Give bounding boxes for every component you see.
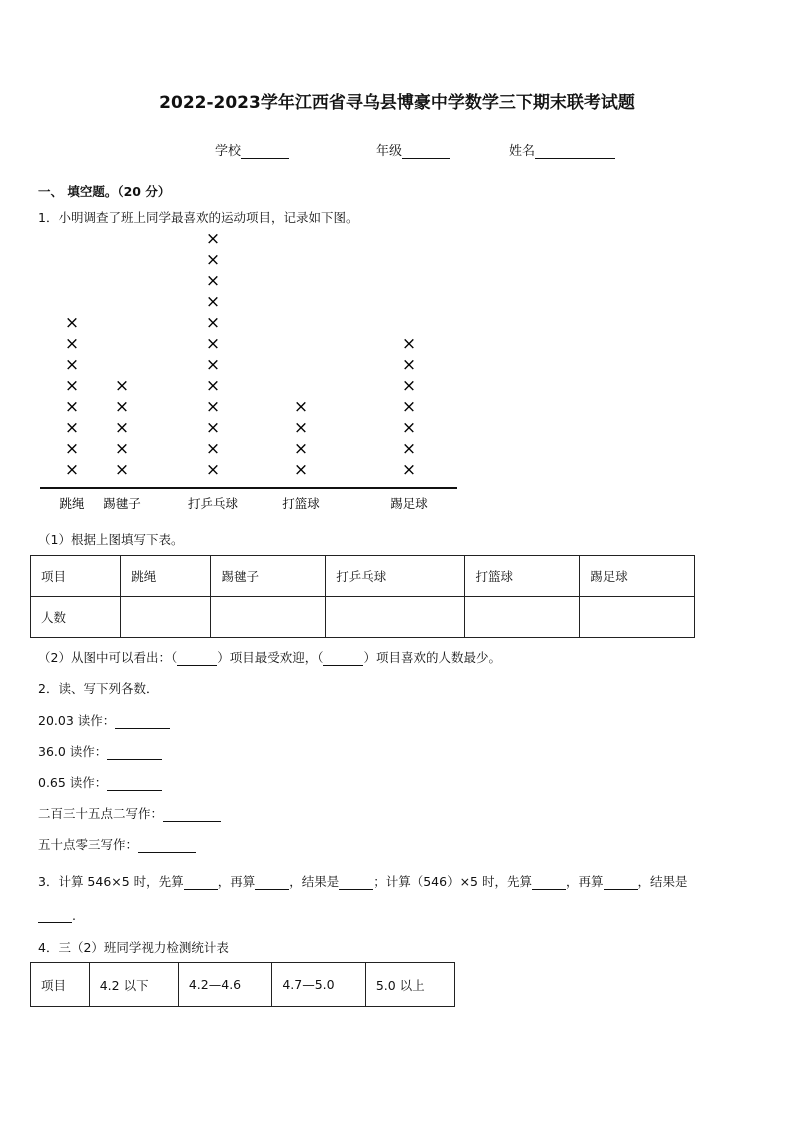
pictograph-mark: × (293, 397, 309, 417)
answer-blank[interactable] (323, 653, 363, 666)
answer-blank[interactable] (177, 653, 217, 666)
question-3-continued (38, 908, 76, 923)
pictograph-mark: × (64, 397, 80, 417)
part2-text-a: （2）从图中可以看出：（ (38, 650, 178, 665)
answer-blank[interactable] (163, 807, 221, 822)
category-label: 打乒乓球 (187, 496, 239, 511)
table-header-cell: 项目 (31, 963, 90, 1007)
question-3 (38, 872, 688, 890)
pictograph-mark: × (205, 460, 221, 480)
question-1-part-2 (38, 648, 501, 666)
name-field[interactable] (509, 140, 615, 159)
pictograph-mark: × (205, 313, 221, 333)
q2-item-text: 20.03 读作： (38, 713, 116, 728)
pictograph-mark: × (205, 292, 221, 312)
pictograph-mark: × (114, 418, 130, 438)
q2-item (38, 773, 162, 791)
pictograph-mark: × (401, 334, 417, 354)
pictograph-mark: × (205, 397, 221, 417)
table-header-cell: 打乒乓球 (326, 556, 465, 597)
q3-text: ，再算 (217, 874, 256, 889)
question-2: 2．读、写下列各数． (38, 681, 159, 696)
pictograph-mark: × (401, 460, 417, 480)
table-header-cell: 5.0 以上 (365, 963, 454, 1007)
q2-item-text: 二百三十五点二写作： (38, 806, 164, 821)
answer-blank[interactable] (604, 875, 638, 890)
category-label: 踢毽子 (103, 496, 141, 511)
table-row-label: 人数 (31, 597, 121, 638)
school-field[interactable] (215, 140, 289, 159)
pictograph-mark: × (205, 334, 221, 354)
pictograph-mark: × (64, 418, 80, 438)
pictograph-mark: × (401, 397, 417, 417)
pictograph-mark: × (114, 376, 130, 396)
pictograph-mark: × (64, 334, 80, 354)
grade-label: 年级 (376, 144, 403, 159)
table-header-cell: 项目 (31, 556, 121, 597)
answer-blank[interactable] (138, 838, 196, 853)
answer-cell[interactable] (211, 597, 326, 638)
category-label: 打篮球 (282, 496, 320, 511)
table-row (31, 597, 695, 638)
q3-text: ；计算（546）×5 时，先算 (373, 874, 532, 889)
pictograph-mark: × (293, 418, 309, 438)
answer-cell[interactable] (121, 597, 211, 638)
pictograph-mark: × (293, 460, 309, 480)
question-1: 1．小明调查了班上同学最喜欢的运动项目，记录如下图。 (38, 210, 359, 225)
q1-answer-table (30, 555, 695, 638)
section-heading: 一、 填空题。（20 分） (38, 184, 171, 199)
pictograph-mark: × (401, 355, 417, 375)
pictograph-mark: × (401, 418, 417, 438)
q2-item-text: 五十点零三写作： (38, 837, 139, 852)
q2-item (38, 742, 162, 760)
pictograph-mark: × (114, 439, 130, 459)
pictograph-mark: × (64, 460, 80, 480)
table-header-row (31, 556, 695, 597)
pictograph-mark: × (114, 460, 130, 480)
answer-blank[interactable] (184, 875, 218, 890)
pictograph-mark: × (64, 313, 80, 333)
category-label: 踢足球 (390, 496, 428, 511)
q2-item (38, 711, 170, 729)
answer-cell[interactable] (326, 597, 465, 638)
answer-cell[interactable] (580, 597, 695, 638)
pictograph-mark: × (401, 439, 417, 459)
q3-text: ，结果是 (637, 874, 688, 889)
pictograph-mark: × (114, 397, 130, 417)
answer-blank[interactable] (339, 875, 373, 890)
pictograph-mark: × (205, 418, 221, 438)
q2-item (38, 835, 196, 853)
pictograph-mark: × (64, 355, 80, 375)
table-header-cell: 4.2—4.6 (178, 963, 271, 1007)
table-header-cell: 打篮球 (465, 556, 580, 597)
question-4: 4．三（2）班同学视力检测统计表 (38, 940, 229, 955)
answer-blank[interactable] (107, 776, 162, 791)
table-header-cell: 踢足球 (580, 556, 695, 597)
q2-item-text: 36.0 读作： (38, 744, 108, 759)
grade-field[interactable] (376, 140, 450, 159)
school-label: 学校 (215, 144, 242, 159)
pictograph-mark: × (401, 376, 417, 396)
q4-table (30, 962, 455, 1007)
pictograph-mark: × (293, 439, 309, 459)
table-header-cell: 踢毽子 (211, 556, 326, 597)
pictograph-mark: × (64, 439, 80, 459)
table-header-row (31, 963, 455, 1007)
table-header-cell: 4.7—5.0 (272, 963, 365, 1007)
pictograph-mark: × (205, 271, 221, 291)
q3-text: 3．计算 546×5 时，先算 (38, 874, 184, 889)
part2-text-c: ）项目喜欢的人数最少。 (363, 650, 501, 665)
q2-item-text: 0.65 读作： (38, 775, 108, 790)
q3-text: ，再算 (565, 874, 604, 889)
answer-blank[interactable] (532, 875, 566, 890)
table-header-cell: 跳绳 (121, 556, 211, 597)
pictograph-mark: × (205, 230, 221, 249)
q3-text: ，结果是 (289, 874, 340, 889)
name-label: 姓名 (509, 144, 536, 159)
question-1-part-1: （1）根据上图填写下表。 (38, 532, 184, 547)
pictograph-mark: × (205, 250, 221, 270)
pictograph-mark: × (64, 376, 80, 396)
answer-blank[interactable] (38, 908, 72, 923)
q2-item (38, 804, 221, 822)
answer-blank[interactable] (255, 875, 289, 890)
answer-cell[interactable] (465, 597, 580, 638)
answer-blank[interactable] (107, 745, 162, 760)
pictograph-mark: × (205, 439, 221, 459)
name-blank[interactable] (535, 144, 615, 159)
category-label: 跳绳 (59, 496, 85, 511)
q3-text: . (72, 908, 76, 923)
answer-blank[interactable] (115, 714, 170, 729)
school-blank[interactable] (241, 144, 289, 159)
pictograph-mark: × (205, 376, 221, 396)
pictograph-mark: × (205, 355, 221, 375)
grade-blank[interactable] (402, 144, 450, 159)
part2-text-b: ）项目最受欢迎，（ (217, 650, 324, 665)
table-header-cell: 4.2 以下 (89, 963, 178, 1007)
pictograph-chart (35, 230, 475, 520)
page-title: 2022-2023学年江西省寻乌县博豪中学数学三下期末联考试题 (159, 93, 635, 113)
